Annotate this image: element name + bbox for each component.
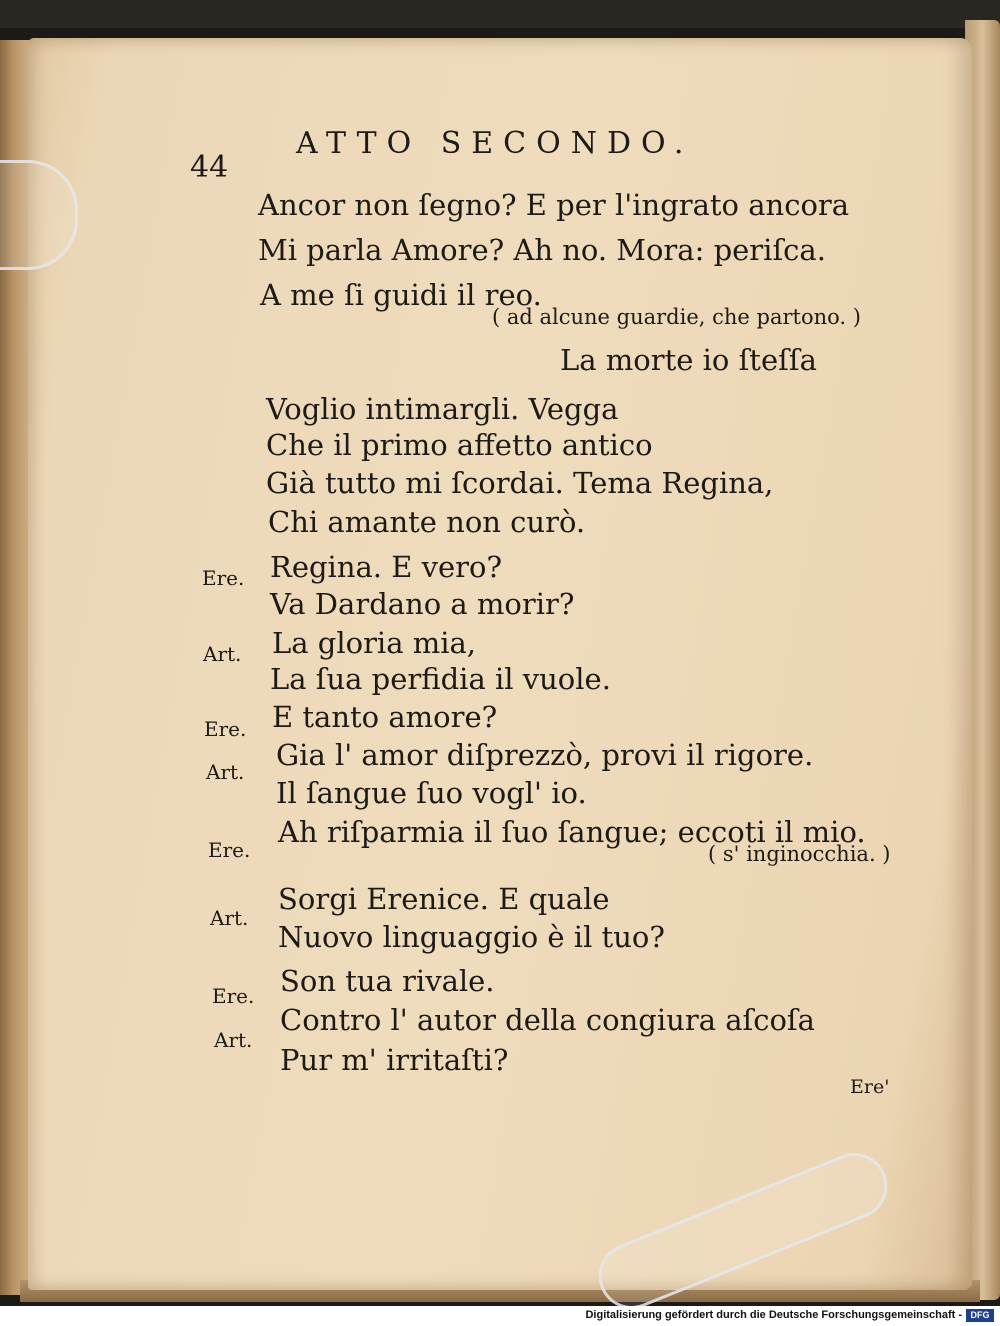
text-line: Ancor non ſegno? E per l'ingrato ancora (258, 188, 850, 222)
dfg-logo: DFG (966, 1309, 994, 1322)
text-line: Regina. E vero? (270, 550, 503, 584)
text-line: Che il primo affetto antico (266, 428, 653, 462)
speaker-label: Art. (210, 906, 249, 930)
text-line: La morte io ſteſſa (560, 343, 817, 377)
speaker-label: Ere. (208, 838, 251, 862)
text-line: Chi amante non curò. (268, 505, 586, 539)
speaker-label: Ere. (204, 717, 247, 741)
text-line: Il ſangue ſuo vogl' io. (276, 776, 587, 810)
page-number: 44 (190, 150, 229, 185)
text-line: E tanto amore? (272, 700, 498, 734)
speaker-label: Art. (206, 760, 245, 784)
stage-direction: ( ad alcune guardie, che partono. ) (492, 305, 861, 329)
running-head: ATTO SECONDO. (296, 126, 694, 161)
digitization-credit: Digitalisierung gefördert durch die Deutsche Forschungsgemeinschaft - (585, 1309, 962, 1321)
text-line: Va Dardano a morir? (270, 587, 575, 621)
text-line: Son tua rivale. (280, 964, 495, 998)
text-line: Pur m' irritaſti? (280, 1043, 509, 1077)
text-line: La gloria mia, (272, 626, 476, 660)
text-line: Mi parla Amore? Ah no. Mora: periſca. (258, 233, 826, 267)
stage-direction: ( s' inginocchia. ) (708, 842, 891, 866)
text-line: Contro l' autor della congiura aſcoſa (280, 1003, 815, 1037)
text-line: Ah riſparmia il ſuo ſangue; eccoti il mio. (278, 815, 866, 849)
speaker-label: Ere. (212, 984, 255, 1008)
text-line: Sorgi Erenice. E quale (278, 882, 610, 916)
speaker-label: Art. (214, 1028, 253, 1052)
text-line: A me ſi guidi il reo. (260, 278, 542, 312)
speaker-label: Ere. (202, 566, 245, 590)
catchword: Ere' (850, 1076, 890, 1098)
text-line: Già tutto mi ſcordai. Tema Regina, (266, 466, 774, 500)
speaker-label: Art. (203, 642, 242, 666)
text-line: Nuovo linguaggio è il tuo? (278, 920, 665, 954)
text-line: Voglio intimargli. Vegga (266, 392, 619, 426)
text-line: La ſua perfidia il vuole. (270, 662, 611, 696)
text-line: Gia l' amor diſprezzò, provi il rigore. (276, 738, 814, 772)
